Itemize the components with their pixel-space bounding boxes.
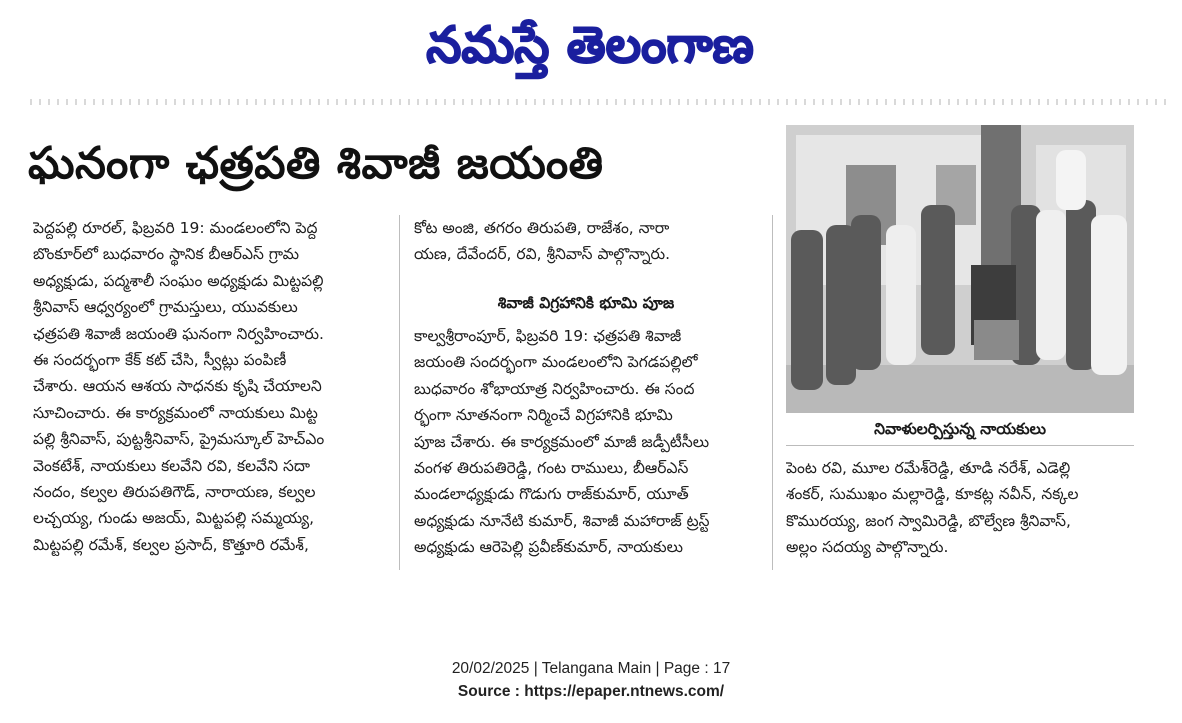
column-3 xyxy=(786,455,1134,561)
column-divider xyxy=(399,215,400,570)
column-divider xyxy=(772,215,773,570)
photo-caption: నివాళులర్పిస్తున్న నాయకులు xyxy=(786,413,1134,446)
article-text-line: బొంకూర్‌లో బుధవారం స్థానిక బీఆర్‌ఎస్ గ్రామ xyxy=(33,245,300,264)
article-text-line: నందం, కల్వల తిరుపతిగౌడ్, నారాయణ, కల్వల xyxy=(33,483,316,502)
article-headline: ఘనంగా ఛత్రపతి శివాజీ జయంతి xyxy=(28,138,604,189)
source-link[interactable]: Source : https://epaper.ntnews.com/ xyxy=(457,683,725,700)
column-1 xyxy=(33,215,385,558)
article-text-line: యణ, దేవేందర్, రవి, శ్రీనివాస్ పాల్గొన్నారు. xyxy=(414,245,671,264)
news-photo xyxy=(786,125,1134,413)
article-text-line: శంకర్, సుముఖం మల్లారెడ్డి, కూకట్ల నవీన్, నక్కల xyxy=(786,485,1079,504)
article-text-line: అధ్యక్షుడు నూనేటి కుమార్, శివాజీ మహారాజ్ ట్రస్ట్ xyxy=(414,511,710,530)
article-text-line: జయంతి సందర్భంగా మండలంలోని పెగడపల్లిలో xyxy=(414,353,698,372)
article-text-line: పెంట రవి, మూల రమేశ్‌రెడ్డి, తూడి నరేశ్, ఎడెల్లి xyxy=(786,459,1071,477)
masthead-divider xyxy=(30,99,1168,105)
article-text-line: అధ్యక్షుడు, పద్మశాలీ సంఘం అధ్యక్షుడు మిట్టపల్లి xyxy=(33,271,324,290)
article-text-line: బుధవారం శోభాయాత్ర నిర్వహించారు. ఈ సంద xyxy=(414,379,695,398)
column-2 xyxy=(414,323,758,561)
article-text-line: వంగళ తిరుపతిరెడ్డి, గంట రాములు, బీఆర్ఎస్ xyxy=(414,459,689,478)
article-text-line: కాల్వశ్రీరాంపూర్, ఫిబ్రవరి 19: ఛత్రపతి శివాజీ xyxy=(414,327,682,345)
article-text-line: అల్లం సదయ్య పాల్గొన్నారు. xyxy=(786,538,949,557)
article-text-line: మండలాధ్యక్షుడు గొడుగు రాజ్‌కుమార్, యూత్ xyxy=(414,485,689,504)
article-text-line: లచ్చయ్య, గుండు అజయ్, మిట్టపల్లి సమ్మయ్య, xyxy=(33,509,315,528)
article-text-line: అధ్యక్షుడు ఆరెపెల్లి ప్రవీణ్‌కుమార్, నాయకులు xyxy=(414,538,683,557)
article-text-line: వెంకటేశ్, నాయకులు కలవేని రవి, కలవేని సదా xyxy=(33,456,310,475)
article-text-line: ఛత్రపతి శివాజీ జయంతి ఘనంగా నిర్వహించారు. xyxy=(33,324,324,343)
article-text-line: ర్భంగా నూతనంగా నిర్మించే విగ్రహానికి భూమి xyxy=(414,406,673,425)
article-text-line: సూచించారు. ఈ కార్యక్రమంలో నాయకులు మిట్ట xyxy=(33,403,318,422)
sub-headline: శివాజీ విగ్రహానికి భూమి పూజ xyxy=(497,294,675,312)
masthead-title: నమస్తే తెలంగాణ xyxy=(426,16,754,74)
article-text-line: మిట్టపల్లి రమేశ్, కల్వల ప్రసాద్, కొత్తూరి రమేశ్, xyxy=(33,535,309,554)
article-text-line: పల్లి శ్రీనివాస్, పుట్టశ్రీనివాస్, ప్రైమస్కూల్ హెచ్ఎం xyxy=(33,430,325,449)
article-text-line: చేశారు. ఆయన ఆశయ సాధనకు కృషి చేయాలని xyxy=(33,377,322,396)
article-text-line: పూజ చేశారు. ఈ కార్యక్రమంలో మాజీ జడ్పీటీసీలు xyxy=(414,432,710,451)
column-2-top xyxy=(414,215,758,268)
edition-info: 20/02/2025 | Telangana Main | Page : 17 xyxy=(451,660,731,677)
article-text-line: కోట అంజి, తగరం తిరుపతి, రాజేశం, నారా xyxy=(414,219,670,237)
masthead-logo xyxy=(380,4,800,82)
article-text-line: కొమురయ్య, జంగ స్వామిరెడ్డి, బొల్వేణ శ్రీనివాస్, xyxy=(786,511,1071,530)
article-text-line: శ్రీనివాస్ ఆధ్వర్యంలో గ్రామస్తులు, యువకులు xyxy=(33,298,298,317)
article-text-line: పెద్దపల్లి రూరల్, ఫిబ్రవరి 19: మండలంలోని పెద్ద xyxy=(33,219,318,237)
article-text-line: ఈ సందర్భంగా కేక్ కట్ చేసి, స్వీట్లు పంపిణీ xyxy=(33,351,287,370)
